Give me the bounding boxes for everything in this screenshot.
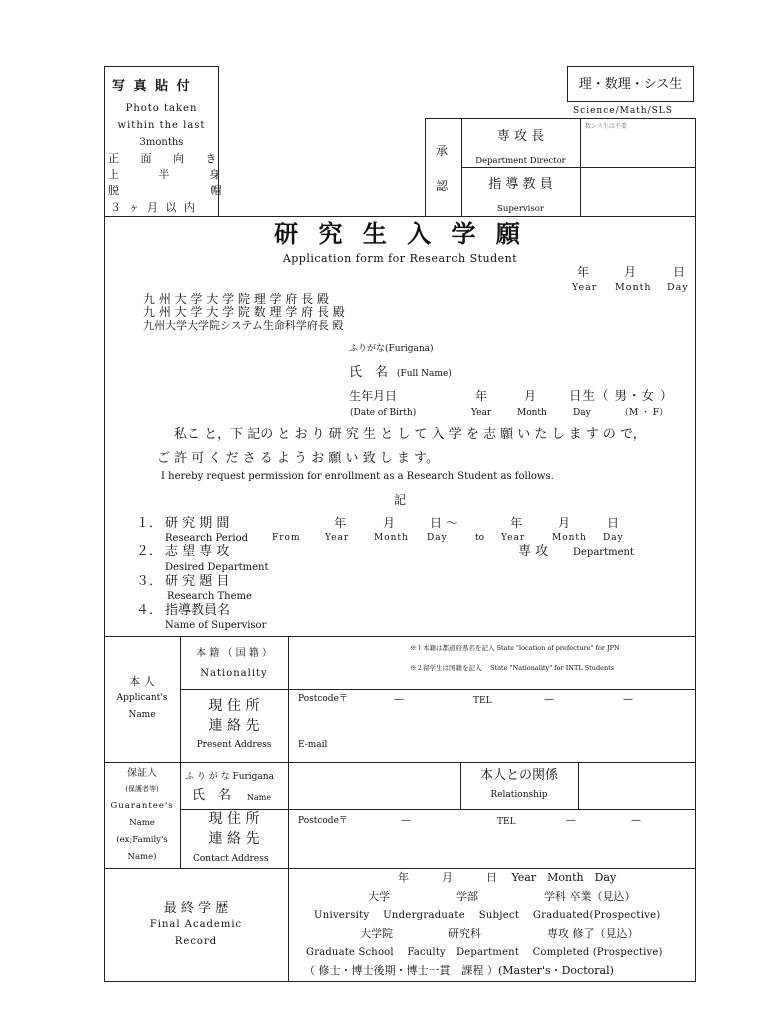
form-title-en: Application form for Research Student (282, 252, 518, 265)
dob-month-en: Month (517, 408, 547, 418)
ki-label: 記 (394, 493, 407, 507)
period-day2: 日 (607, 516, 620, 530)
date-day-en: Day (667, 282, 689, 293)
period-month2: 月 (558, 516, 571, 530)
guarantor-tel-dash: — (631, 815, 641, 826)
guarantor-label-en: (ex;Family's (116, 835, 168, 845)
date-year: 年 (577, 265, 590, 279)
name-label: 氏 名 (349, 365, 389, 380)
contact-label: 連 絡 先 (208, 718, 260, 734)
postcode-label: Postcode〒 (298, 694, 348, 704)
note-1: ※１本籍は都道府県名を記入 State "location of prefecture" for JPN (410, 644, 620, 652)
tel-dash: — (544, 694, 554, 705)
request-en: I hereby request permission for enrollment as a Research Student as follows. (161, 471, 554, 482)
education-label-en: Final Academic (149, 919, 243, 930)
photo-line: Photo taken (125, 103, 198, 114)
tel-dash: — (623, 694, 633, 705)
photo-line: within the last (117, 120, 206, 131)
item-num: １． (136, 516, 163, 531)
period-year1: 年 (334, 516, 347, 530)
dept-suffix: 専 攻 (518, 544, 549, 559)
supervisor-name-label: 指導教員名 (165, 603, 231, 618)
dob-label-en: (Date of Birth) (350, 408, 417, 418)
note-2: ※２留学生は国籍を記入 State "Nationality" for INTL Students (410, 664, 615, 672)
request-line1: 私こ と，下 記の と お り 研 究 生 と し て 入 学 を 志 願 い た し ま す の で， (174, 427, 646, 442)
dob-year-en: Year (471, 408, 492, 418)
dept-sub: Science/Math/SLS (573, 106, 673, 116)
approval-side-top: 承 (436, 144, 449, 158)
education-graduate: 大学院 研究科 専攻 修了（見込） (360, 927, 639, 940)
addressee: 九 州 大 学 大 学 院 理 学 府 長 殿 (143, 292, 329, 306)
dept-suffix-en: Department (573, 547, 634, 558)
director-label: 専 攻 長 (496, 129, 545, 144)
period-label-en: Research Period (165, 533, 249, 544)
dob-day-sex: 日生（ 男・女 ） (569, 388, 674, 403)
education-date: 年 月 日 Year Month Day (398, 871, 617, 884)
address-label: 現 住 所 (208, 698, 260, 714)
day1-label: Day (427, 533, 448, 543)
applicant-label: 本 人 (129, 675, 155, 688)
date-month-en: Month (615, 282, 652, 293)
dept-label-jp: 志 望 専 攻 (165, 544, 230, 559)
guarantor-postcode-label: Postcode〒 (298, 816, 348, 826)
guarantor-tel-label: TEL (497, 817, 516, 827)
date-month: 月 (624, 265, 637, 279)
education-university: 大学 学部 学科 卒業（見込） (368, 890, 636, 903)
guarantor-label: 保証人 (127, 768, 157, 779)
period-day1: 日 〜 (430, 516, 458, 530)
from-label: From (272, 533, 301, 543)
guarantor-name: 氏 名 (192, 788, 232, 803)
supervisor-label: 指 導 教 員 (488, 177, 553, 192)
period-label: 研 究 期 間 (165, 516, 230, 531)
guarantor-label-en: Guarantee's (110, 801, 174, 811)
guarantor-label-en: Name (129, 818, 155, 828)
guarantor-postcode-dash: — (401, 815, 411, 826)
address-label-en: Present Address (196, 740, 272, 750)
email-label: E-mail (298, 740, 328, 750)
addressee: 九州大学大学院システム生命科学府長 殿 (143, 319, 344, 332)
dept-label-en: Desired Department (165, 562, 269, 573)
photo-line: 3months (139, 137, 184, 148)
month1-label: Month (374, 533, 409, 543)
furigana-label: ふりがな(Furigana) (349, 344, 434, 354)
dob-day-en: Day (573, 408, 591, 418)
nationality-label: 本 籍 （ 国 籍 ） (196, 648, 272, 659)
supervisor-name-label-en: Name of Supervisor (165, 620, 267, 631)
education-university-en: University Undergraduate Subject Graduated(Prospective) (314, 910, 661, 921)
guarantor-label-sub: (保護者等) (125, 785, 159, 793)
photo-line: 上 半 身 (108, 168, 238, 181)
photo-line: 脱 帽 (108, 184, 266, 197)
photo-title: 写 真 貼 付 (112, 79, 192, 94)
year2-label: Year (501, 533, 526, 543)
day2-label: Day (603, 533, 624, 543)
dob-label: 生年月日 (349, 389, 398, 403)
form-title: 研 究 生 入 学 願 (274, 219, 526, 248)
addressee: 九 州 大 学 大 学 院 数 理 学 府 長 殿 (143, 305, 345, 319)
dept-label: 理・数理・シス生 (578, 77, 683, 92)
education-course: （ 修士・博士後期・博士一貫 課程 ）(Master's・Doctoral) (304, 964, 614, 977)
relationship-label-en: Relationship (490, 790, 548, 800)
date-day: 日 (673, 265, 686, 279)
applicant-label-en: Name (128, 710, 156, 720)
date-year-en: Year (572, 282, 598, 293)
guarantor-label-en: Name) (127, 852, 157, 862)
to-label: to (475, 533, 485, 543)
photo-line: ３ ヶ 月 以 内 (110, 201, 197, 214)
supervisor-label-en: Supervisor (497, 204, 544, 214)
postcode-dash: — (394, 694, 404, 705)
year1-label: Year (325, 533, 350, 543)
item-num: ４． (136, 603, 163, 618)
guarantor-furigana: ふ り が な Furigana (185, 772, 274, 782)
item-num: ３． (136, 574, 163, 589)
guarantor-tel-dash: — (566, 815, 576, 826)
dept-note: 数シス生は不要 (585, 123, 627, 130)
photo-line: 正 面 向 き (108, 152, 226, 165)
item-num: ２． (136, 544, 163, 559)
education-graduate-en: Graduate School Faculty Department Completed (Prospective) (306, 947, 663, 958)
guarantor-address-label: 現 住 所 (208, 811, 260, 827)
guarantor-name-en: Name (247, 793, 272, 802)
period-year2: 年 (510, 516, 523, 530)
relationship-label: 本人との関係 (479, 768, 558, 783)
dob-year: 年 (475, 389, 488, 403)
guarantor-address-label-en: Contact Address (193, 854, 269, 864)
month2-label: Month (552, 533, 587, 543)
approval-side-bottom: 認 (436, 179, 449, 193)
request-line2: ご 許 可 く だ さ る よ う お 願 い 致 し ま す。 (157, 451, 439, 466)
dob-month: 月 (524, 389, 537, 403)
period-month1: 月 (383, 516, 396, 530)
guarantor-contact-label: 連 絡 先 (208, 831, 260, 847)
theme-label-en: Research Theme (167, 591, 252, 602)
education-label-en: Record (174, 936, 218, 947)
tel-label: TEL (473, 696, 492, 706)
sex-en: （M ・ F） (620, 408, 669, 418)
director-label-en: Department Director (475, 156, 566, 166)
theme-label: 研 究 題 目 (165, 574, 230, 589)
education-label: 最 終 学 歴 (163, 901, 229, 916)
applicant-label-en: Applicant's (116, 693, 168, 703)
name-label-en: (Full Name) (397, 369, 452, 379)
nationality-label-en: Nationality (200, 668, 268, 679)
